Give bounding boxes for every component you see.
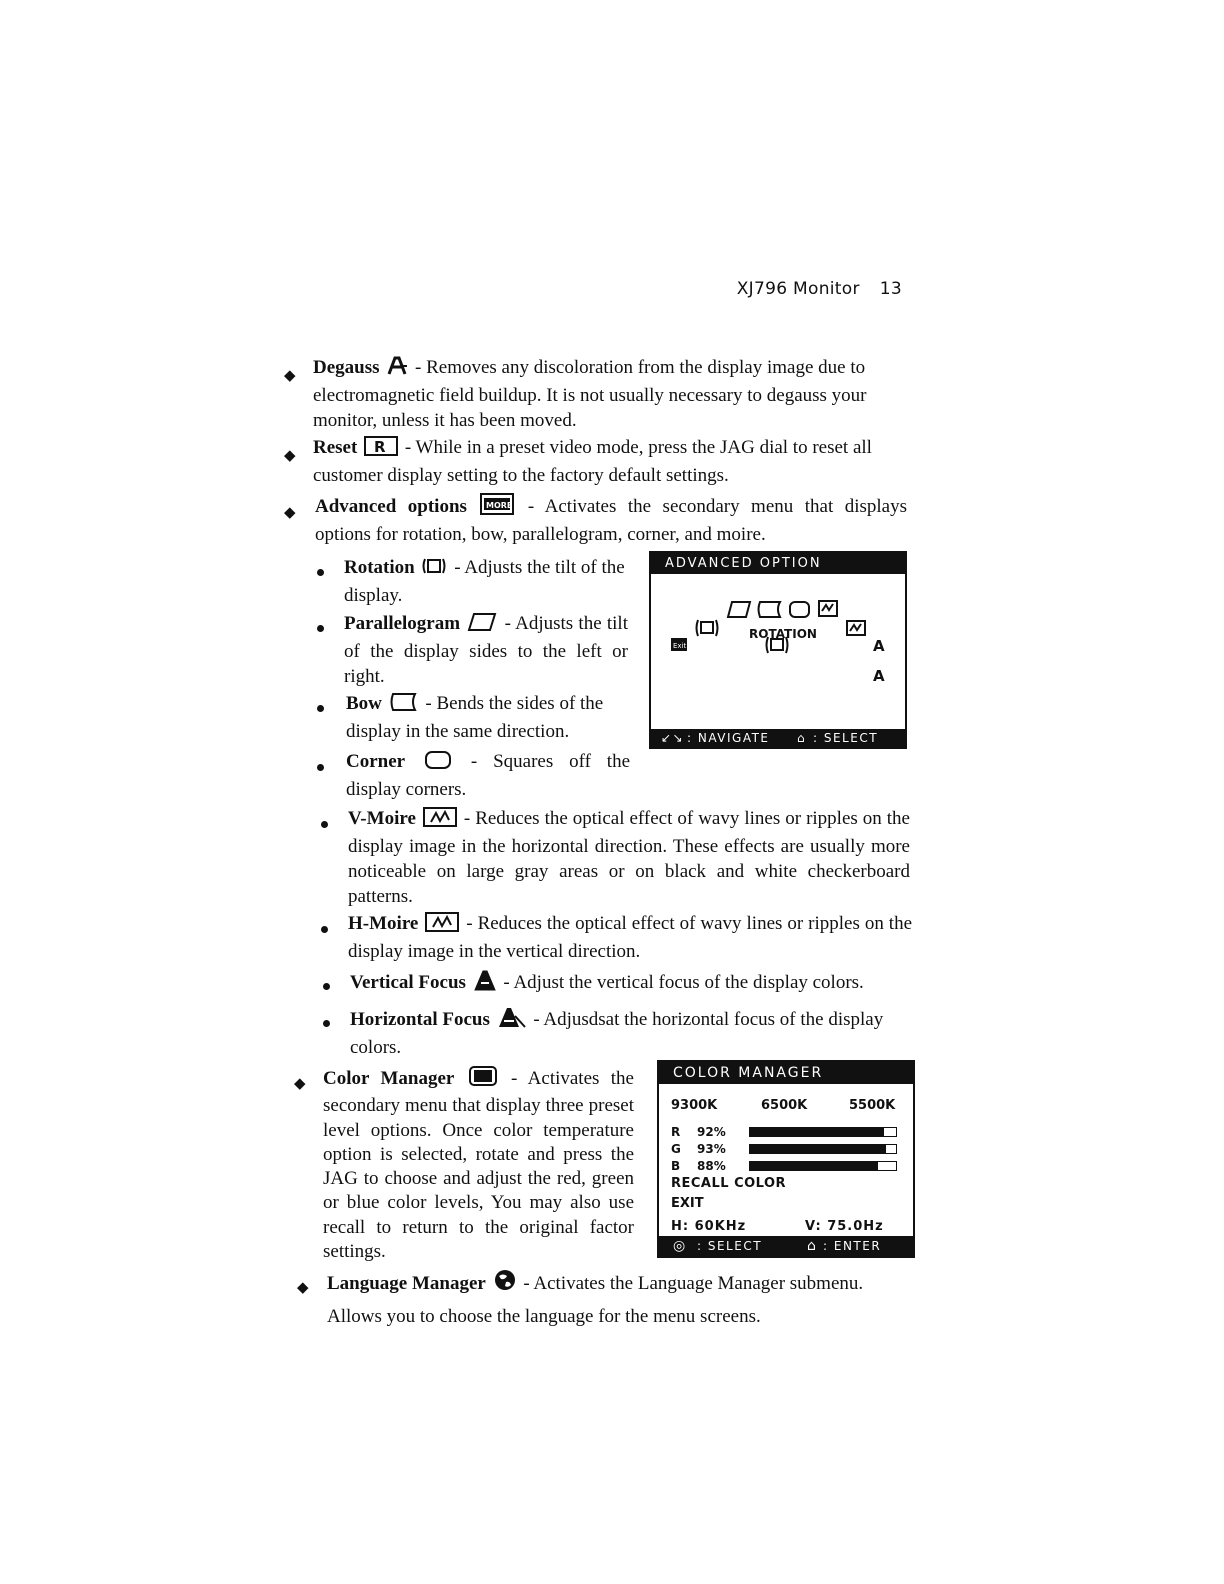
- navigate-label: : NAVIGATE: [687, 731, 770, 745]
- temp-6500-option[interactable]: 6500K: [761, 1098, 808, 1113]
- horizontal-focus-icon: A: [873, 637, 885, 655]
- vertical-focus-item: [350, 969, 912, 998]
- bullet-dot: [317, 764, 324, 771]
- bullet-dot: [323, 983, 330, 990]
- parallelogram-term: Parallelogram: [344, 613, 461, 634]
- corner-item: [346, 749, 630, 802]
- diamond-bullet-icon: ◆: [284, 505, 296, 521]
- degauss-desc: - Removes any discoloration from the display image due to electromagnetic field buildup. It is not usually necessary to degauss your monitor, unless it has been moved.: [313, 357, 867, 431]
- rotation-desc: - Adjusts the tilt of the display.: [344, 557, 625, 606]
- color-manager-term: Color Manager: [323, 1068, 455, 1089]
- corner-icon: [790, 602, 809, 617]
- red-level-bar[interactable]: [749, 1127, 897, 1137]
- h-moire-desc: - Reduces the optical effect of wavy lines or ripples on the display image in the vertical direction.: [348, 913, 912, 962]
- parallelogram-item: [344, 611, 628, 689]
- bow-desc: - Bends the sides of the display in the same direction.: [346, 693, 604, 742]
- bullet-dot: [317, 625, 324, 632]
- rotation-term: Rotation: [344, 557, 415, 578]
- green-label: G: [671, 1142, 681, 1156]
- diamond-bullet-icon: ◆: [284, 448, 296, 464]
- select-label: : SELECT: [813, 731, 879, 745]
- h-frequency: H: 60KHz: [671, 1219, 747, 1234]
- color-manager-osd: [657, 1060, 915, 1258]
- reset-icon: [364, 436, 398, 463]
- corner-term: Corner: [346, 751, 406, 772]
- rotation-icon: [421, 556, 447, 583]
- rotation-icon: [697, 620, 718, 636]
- color-manager-icon: [468, 1065, 498, 1094]
- svg-text:R: R: [374, 438, 386, 456]
- exit-option[interactable]: EXIT: [671, 1196, 704, 1211]
- color-manager-desc: - Activates the secondary menu that display three preset level options. Once color temperature option is selected, rotate and press the JAG to choose and adjust the red, green or blue color levels, You may also use recall to return to the original factor settings.: [323, 1068, 634, 1263]
- recall-color-option[interactable]: RECALL COLOR: [671, 1176, 787, 1191]
- osd-footer: [651, 729, 905, 747]
- red-label: R: [671, 1125, 681, 1139]
- green-value: 93%: [697, 1142, 726, 1156]
- svg-text:Exit: Exit: [673, 642, 687, 650]
- osd-selected-label: ROTATION: [749, 627, 817, 641]
- svg-text:MORE: MORE: [486, 501, 513, 510]
- bow-term: Bow: [346, 693, 382, 714]
- bow-icon: [389, 692, 419, 719]
- h-moire-icon: [425, 912, 459, 939]
- degauss-icon: [386, 356, 408, 383]
- vertical-focus-icon: [473, 969, 497, 998]
- blue-level-bar[interactable]: [749, 1161, 897, 1171]
- advanced-option-osd: [649, 551, 907, 749]
- osd-title: ADVANCED OPTION: [651, 553, 905, 574]
- bullet-dot: [321, 821, 328, 828]
- green-level-bar[interactable]: [749, 1144, 897, 1154]
- diamond-bullet-icon: ◆: [297, 1280, 309, 1296]
- v-moire-term: V-Moire: [348, 808, 416, 829]
- v-frequency: V: 75.0Hz: [805, 1219, 884, 1234]
- bow-item: [346, 691, 630, 744]
- advanced-desc: - Activates the secondary menu that displays options for rotation, bow, parallelogram, corner, and moire.: [315, 496, 908, 545]
- corner-desc: - Squares off the display corners.: [346, 751, 631, 800]
- bullet-dot: [317, 569, 324, 576]
- rotation-item: [344, 555, 630, 608]
- osd-title: COLOR MANAGER: [659, 1062, 913, 1084]
- reset-desc: - While in a preset video mode, press the JAG dial to reset all customer display setting to the factory default settings.: [313, 437, 872, 486]
- more-icon: [480, 493, 514, 522]
- vertical-focus-term: Vertical Focus: [350, 972, 466, 993]
- reset-term: Reset: [313, 437, 358, 458]
- press-icon: ⌂: [807, 1238, 818, 1254]
- reset-item: [313, 435, 909, 488]
- enter-label: : ENTER: [823, 1239, 882, 1253]
- temp-9300-option[interactable]: 9300K: [671, 1098, 718, 1113]
- parallelogram-icon: [467, 612, 497, 639]
- degauss-item: [313, 355, 909, 433]
- red-value: 92%: [697, 1125, 726, 1139]
- h-moire-icon: [847, 621, 865, 635]
- language-manager-term: Language Manager: [327, 1273, 486, 1294]
- corner-icon: [423, 750, 453, 777]
- blue-value: 88%: [697, 1159, 726, 1173]
- language-manager-item: [327, 1268, 921, 1332]
- v-moire-icon: [423, 807, 457, 834]
- diamond-bullet-icon: ◆: [284, 368, 296, 384]
- degauss-term: Degauss: [313, 357, 380, 378]
- language-manager-desc: - Activates the Language Manager submenu. Allows you to choose the language for the menu screens.: [327, 1273, 864, 1327]
- navigate-arrows-icon: ↙↘: [661, 731, 685, 745]
- horizontal-focus-term: Horizontal Focus: [350, 1009, 490, 1030]
- parallelogram-desc: - Adjusts the tilt of the display sides to the left or right.: [344, 613, 628, 687]
- v-moire-desc: - Reduces the optical effect of wavy lines or ripples on the display image in the horizontal direction. These effects are usually more noticeable on large gray areas or on black and white checkerboard patterns.: [348, 808, 910, 907]
- press-icon: ⌂: [797, 731, 807, 745]
- horizontal-focus-icon: [497, 1006, 527, 1035]
- advanced-option-icons: [651, 577, 905, 707]
- diamond-bullet-icon: ◆: [294, 1076, 306, 1092]
- blue-label: B: [671, 1159, 681, 1173]
- exit-icon: [671, 638, 687, 651]
- document-title: XJ796 Monitor: [736, 279, 860, 299]
- parallelogram-icon: [728, 602, 750, 617]
- jag-dial-icon: ◎: [673, 1238, 687, 1254]
- globe-icon: [493, 1268, 517, 1302]
- temp-5500-option[interactable]: 5500K: [849, 1098, 896, 1113]
- page-header: [737, 279, 902, 299]
- horizontal-focus-desc: - Adjusdsat the horizontal focus of the display colors.: [350, 1009, 884, 1058]
- horizontal-focus-item: [350, 1006, 916, 1060]
- bullet-dot: [323, 1020, 330, 1027]
- vertical-focus-desc: - Adjust the vertical focus of the display colors.: [503, 972, 864, 993]
- select-label: : SELECT: [697, 1239, 763, 1253]
- h-moire-term: H-Moire: [348, 913, 419, 934]
- color-manager-item: [323, 1065, 634, 1264]
- h-moire-item: [348, 911, 912, 964]
- advanced-term: Advanced options: [315, 496, 467, 517]
- osd-footer: [659, 1236, 913, 1256]
- v-moire-icon: [819, 601, 837, 616]
- vertical-focus-icon: A: [873, 667, 885, 685]
- v-moire-item: [348, 806, 910, 909]
- bullet-dot: [317, 705, 324, 712]
- bow-icon: [759, 602, 781, 617]
- page-number: 13: [879, 279, 902, 299]
- bullet-dot: [321, 926, 328, 933]
- advanced-options-item: [315, 493, 907, 547]
